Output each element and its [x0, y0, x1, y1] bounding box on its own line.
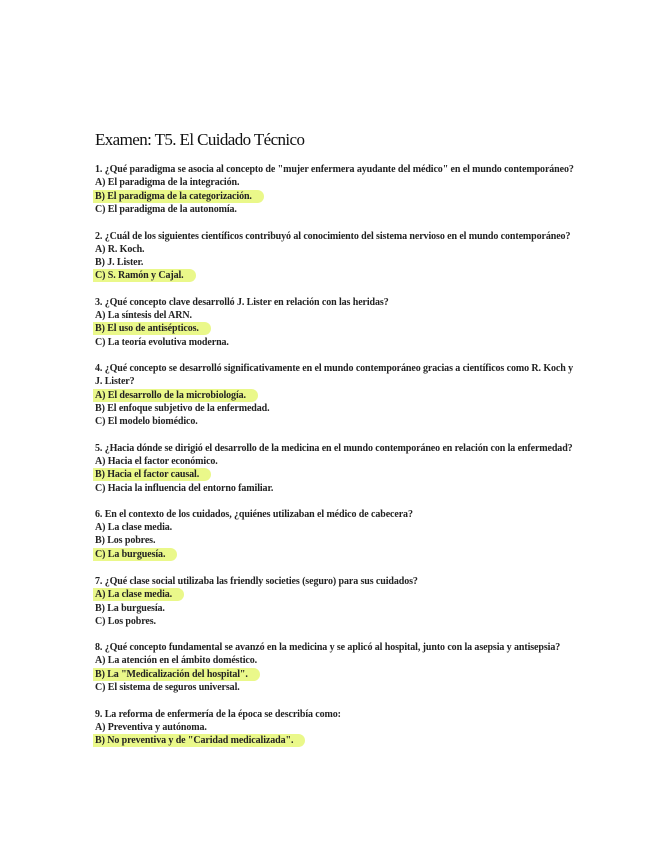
answer-option-highlighted: B) El paradigma de la categorización.	[93, 190, 264, 203]
answer-option-highlighted: A) La clase media.	[93, 588, 184, 601]
answer-option: B) El enfoque subjetivo de la enfermedad.	[95, 403, 270, 415]
question-text: 3. ¿Qué concepto clave desarrolló J. Lister en relación con las heridas?	[95, 296, 389, 308]
answer-option: B) La burguesía.	[95, 602, 165, 614]
question-text: 8. ¿Qué concepto fundamental se avanzó en la medicina y se aplicó al hospital, junto con la asepsia y antisepsia?	[95, 642, 561, 654]
question-text: 1. ¿Qué paradigma se asocia al concepto de "mujer enfermera ayudante del médico" en el mundo contemporáneo?	[95, 164, 574, 175]
question-block	[95, 230, 575, 283]
answer-option-highlighted: C) La burguesía.	[93, 548, 177, 561]
question-block	[95, 362, 575, 428]
answer-option: A) El paradigma de la integración.	[95, 177, 240, 188]
answer-option-highlighted: C) S. Ramón y Cajal.	[93, 269, 196, 282]
answer-option-highlighted: B) Hacia el factor causal.	[93, 468, 211, 481]
question-text: 2. ¿Cuál de los siguientes científicos contribuyó al conocimiento del sistema nervioso en el mundo contemporáneo?	[95, 230, 571, 242]
question-text: 4. ¿Qué concepto se desarrolló significativamente en el mundo contemporáneo gracias a científicos como R. Koch y J. Lister?	[95, 363, 573, 388]
answer-option: C) El modelo biomédico.	[95, 416, 198, 428]
question-block	[95, 296, 575, 349]
question-text: 6. En el contexto de los cuidados, ¿quiénes utilizaban el médico de cabecera?	[95, 509, 413, 521]
answer-option: B) Los pobres.	[95, 535, 156, 547]
answer-option-highlighted: A) El desarrollo de la microbiología.	[93, 389, 258, 402]
exam-title: Examen: T5. El Cuidado Técnico	[95, 130, 305, 149]
question-block	[95, 163, 575, 216]
question-text: 5. ¿Hacia dónde se dirigió el desarrollo de la medicina en el mundo contemporáneo en relación con la enfermedad?	[95, 442, 573, 454]
question-block	[95, 508, 575, 561]
answer-option: A) La síntesis del ARN.	[95, 309, 192, 321]
question-block	[95, 708, 575, 748]
answer-option: C) Los pobres.	[95, 615, 156, 627]
answer-option: C) El paradigma de la autonomía.	[95, 204, 237, 215]
answer-option-highlighted: B) No preventiva y de "Caridad medicalizada".	[93, 734, 305, 747]
answer-option: C) La teoría evolutiva moderna.	[95, 336, 229, 348]
question-text: 7. ¿Qué clase social utilizaba las friendly societies (seguro) para sus cuidados?	[95, 575, 418, 587]
answer-option: A) R. Koch.	[95, 243, 145, 255]
question-list	[95, 163, 575, 761]
answer-option: A) Hacia el factor económico.	[95, 455, 218, 467]
question-text: 9. La reforma de enfermería de la época se describía como:	[95, 708, 341, 720]
answer-option-highlighted: B) El uso de antisépticos.	[93, 322, 211, 335]
answer-option-highlighted: B) La "Medicalización del hospital".	[93, 668, 260, 681]
answer-option: A) La atención en el ámbito doméstico.	[95, 655, 258, 667]
answer-option: B) J. Lister.	[95, 256, 144, 268]
answer-option: C) Hacia la influencia del entorno familiar.	[95, 482, 274, 494]
answer-option: A) La clase media.	[95, 522, 173, 534]
question-block	[95, 641, 575, 694]
answer-option: A) Preventiva y autónoma.	[95, 721, 207, 733]
answer-option: C) El sistema de seguros universal.	[95, 682, 240, 694]
question-block	[95, 575, 575, 628]
question-block	[95, 442, 575, 495]
